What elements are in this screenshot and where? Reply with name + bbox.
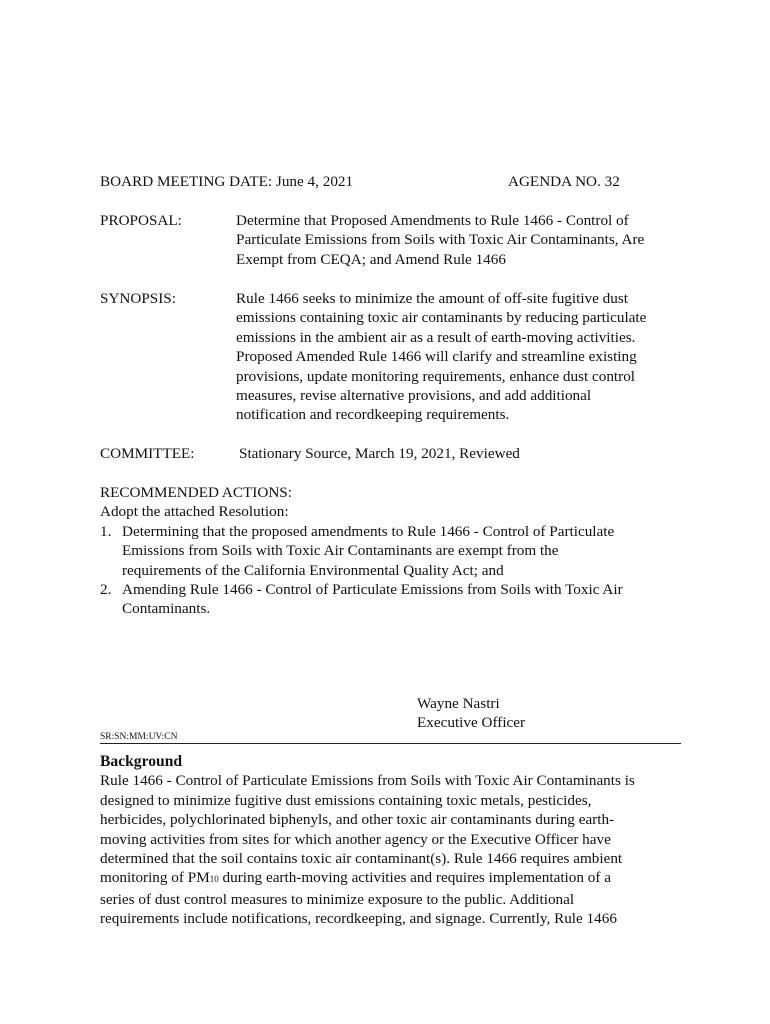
synopsis-line: Proposed Amended Rule 1466 will clarify and streamline existing	[236, 348, 637, 366]
proposal-text	[236, 211, 644, 269]
synopsis-text	[236, 289, 646, 425]
background-line: requirements include notifications, recordkeeping, and signage. Currently, Rule 1466	[100, 910, 617, 928]
signature-block	[417, 694, 525, 733]
pm-text-after: during earth-moving activities and requires implementation of a	[218, 869, 611, 887]
synopsis-line: provisions, update monitoring requirements, enhance dust control	[236, 367, 636, 385]
background-line: determined that the soil contains toxic air contaminant(s). Rule 1466 requires ambient	[100, 850, 623, 868]
item-line: Emissions from Soils with Toxic Air Contaminants are exempt from the	[122, 542, 559, 560]
meeting-date: BOARD MEETING DATE: June 4, 2021	[100, 173, 354, 190]
background-line: herbicides, polychlorinated biphenyls, and other toxic air contaminants during earth-	[100, 811, 615, 829]
background-line-pm10	[100, 868, 635, 889]
proposal-line: Particulate Emissions from Soils with Toxic Air Contaminants, Are	[236, 231, 645, 249]
item-number: 2.	[100, 581, 112, 599]
committee-label: COMMITTEE:	[100, 445, 195, 462]
item-line: Contaminants.	[122, 600, 211, 618]
item-number: 1.	[100, 522, 112, 540]
recommended-item	[100, 580, 623, 619]
background-line: series of dust control measures to minimize exposure to the public. Additional	[100, 890, 575, 908]
background-section	[100, 752, 635, 929]
horizontal-divider	[100, 743, 681, 744]
background-heading: Background	[100, 753, 183, 770]
recommended-actions	[100, 483, 623, 619]
agenda-number: AGENDA NO. 32	[508, 173, 620, 190]
synopsis-line: Rule 1466 seeks to minimize the amount of off-site fugitive dust	[236, 290, 628, 307]
synopsis-line: emissions in the ambient air as a result of earth-moving activities.	[236, 328, 636, 346]
author-initials: SR:SN:MM:UV:CN	[100, 732, 178, 742]
synopsis-line: notification and recordkeeping requirements.	[236, 406, 510, 424]
background-line: designed to minimize fugitive dust emissions containing toxic metals, pesticides,	[100, 791, 592, 809]
pm-text: monitoring of PM	[100, 869, 210, 887]
synopsis-line: emissions containing toxic air contaminants by reducing particulate	[236, 309, 647, 327]
recommended-intro: Adopt the attached Resolution:	[100, 503, 289, 521]
signer-title: Executive Officer	[417, 714, 526, 732]
recommended-title: RECOMMENDED ACTIONS:	[100, 484, 292, 501]
item-line: Determining that the proposed amendments to Rule 1466 - Control of Particulate	[122, 522, 615, 540]
background-line: moving activities from sites for which another agency or the Executive Officer have	[100, 830, 611, 848]
committee-value: Stationary Source, March 19, 2021, Reviewed	[239, 445, 520, 462]
item-line: Amending Rule 1466 - Control of Particulate Emissions from Soils with Toxic Air	[122, 581, 623, 599]
background-line: Rule 1466 - Control of Particulate Emissions from Soils with Toxic Air Contaminants is	[100, 772, 635, 790]
proposal-label: PROPOSAL:	[100, 212, 182, 229]
synopsis-line: measures, revise alternative provisions, and add additional	[236, 387, 592, 405]
proposal-line: Determine that Proposed Amendments to Rule 1466 - Control of	[236, 212, 629, 229]
signer-name: Wayne Nastri	[417, 695, 500, 712]
synopsis-label: SYNOPSIS:	[100, 290, 176, 307]
item-line: requirements of the California Environmental Quality Act; and	[122, 561, 504, 579]
proposal-line: Exempt from CEQA; and Amend Rule 1466	[236, 250, 506, 268]
pm-subscript: 10	[209, 874, 219, 885]
recommended-item	[100, 522, 623, 580]
